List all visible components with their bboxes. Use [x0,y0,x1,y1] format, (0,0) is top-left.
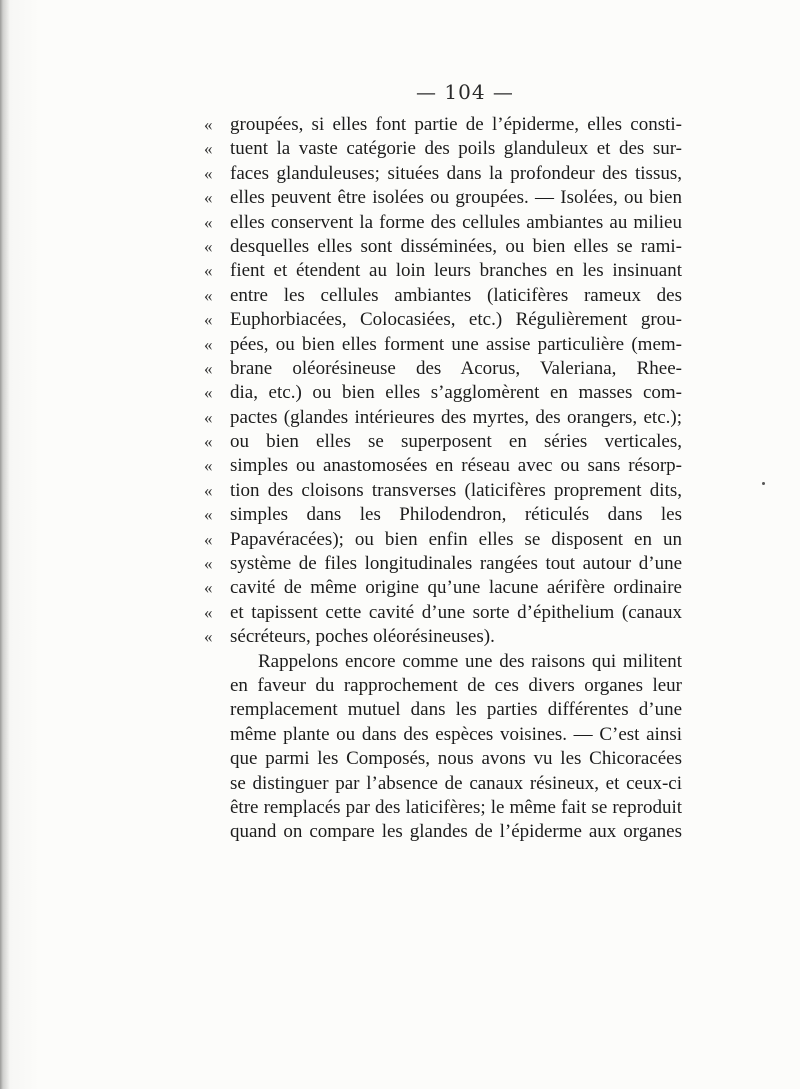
line-text: sécréteurs, poches oléorésineuses). [230,626,495,648]
text-line [204,552,682,576]
line-text: desquelles elles sont disséminées, ou bien elles se rami- [230,235,682,257]
text-line [204,601,682,625]
quote-mark: « [204,115,213,134]
quote-mark: « [204,456,213,476]
quote-mark: « [204,578,213,598]
line-text: elles conservent la forme des cellules ambiantes au milieu [230,211,682,233]
quote-mark: « [204,554,213,574]
quote-mark: « [204,407,213,427]
line-text: brane oléorésineuse des Acorus, Valeriana, Rhee- [230,357,682,379]
line-text: faces glanduleuses; situées dans la profondeur des tissus, [230,162,682,184]
text-line: Rappelons encore comme une des raisons qui militent [258,650,682,672]
quote-mark: « [204,529,213,549]
quote-mark: « [204,505,213,525]
quote-mark: « [204,139,213,159]
quote-mark: « [204,163,213,183]
text-line [204,625,682,649]
quote-mark: « [204,236,213,256]
quote-mark: « [204,310,213,330]
line-text: groupées, si elles font partie de l’épiderme, elles consti- [230,114,682,135]
text-line [204,503,682,527]
quote-mark: « [204,432,213,452]
text-line [204,259,682,283]
quote-mark: « [204,285,213,305]
text-line [204,211,682,235]
quote-mark: « [204,358,213,378]
quote-mark: « [204,261,213,281]
line-text: entre les cellules ambiantes (laticifères rameux des [230,284,682,306]
quote-mark: « [204,602,213,622]
line-text: tion des cloisons transverses (laticifères proprement dits, [230,479,682,501]
text-line [204,235,682,259]
line-text: cavité de même origine qu’une lacune aérifère ordinaire [230,577,682,599]
text-line [204,357,682,381]
line-text: simples dans les Philodendron, réticulés dans les [230,504,682,526]
line-text: système de files longitudinales rangées tout autour d’une [230,553,682,575]
quote-mark: « [204,627,213,647]
text-line: en faveur du rapprochement de ces divers organes leur [230,674,682,696]
text-line [204,333,682,357]
text-line [204,137,682,161]
text-body [204,113,682,845]
text-line: quand on compare les glandes de l’épiderme aux organes [230,821,682,843]
text-line: se distinguer par l’absence de canaux résineux, et ceux-ci [230,772,682,794]
text-line [204,113,682,137]
text-line [204,284,682,308]
line-text: tuent la vaste catégorie des poils glanduleux et des sur- [230,138,682,160]
quote-mark: « [204,212,213,232]
text-line [204,479,682,503]
line-text: simples ou anastomosées en réseau avec ou sans résorp- [230,455,682,477]
text-line [204,186,682,210]
text-line [204,406,682,430]
quote-mark: « [204,383,213,403]
quote-mark: « [204,334,213,354]
line-text: fient et étendent au loin leurs branches en les insinuant [230,260,682,282]
quote-mark: « [204,480,213,500]
line-text: dia, etc.) ou bien elles s’agglomèrent en masses com- [230,382,682,404]
ink-speck [762,482,765,485]
line-text: Papavéracées); ou bien enfin elles se disposent en un [230,528,682,550]
text-line [204,308,682,332]
line-text: et tapissent cette cavité d’une sorte d’épithelium (canaux [230,601,682,623]
text-line [204,454,682,478]
text-line [204,576,682,600]
text-line: que parmi les Composés, nous avons vu les Chicoracées [230,748,682,770]
text-line [204,162,682,186]
line-text: pées, ou bien elles forment une assise particulière (mem- [230,333,682,355]
text-line: remplacement mutuel dans les parties différentes d’une [230,699,682,721]
text-line: même plante ou dans des espèces voisines. — C’est ainsi [230,723,682,745]
line-text: elles peuvent être isolées ou groupées. — Isolées, ou bien [230,187,682,209]
text-line [204,381,682,405]
page-number: — 104 — [416,80,514,104]
line-text: Euphorbiacées, Colocasiées, etc.) Régulièrement grou- [230,309,682,331]
paragraph [230,650,682,845]
text-line [204,430,682,454]
quote-mark: « [204,188,213,208]
text-line: être remplacés par des laticifères; le même fait se reproduit [230,796,682,818]
line-text: ou bien elles se superposent en séries verticales, [230,431,682,453]
quoted-paragraph [204,113,682,650]
text-line [204,528,682,552]
line-text: pactes (glandes intérieures des myrtes, des orangers, etc.); [230,406,682,428]
